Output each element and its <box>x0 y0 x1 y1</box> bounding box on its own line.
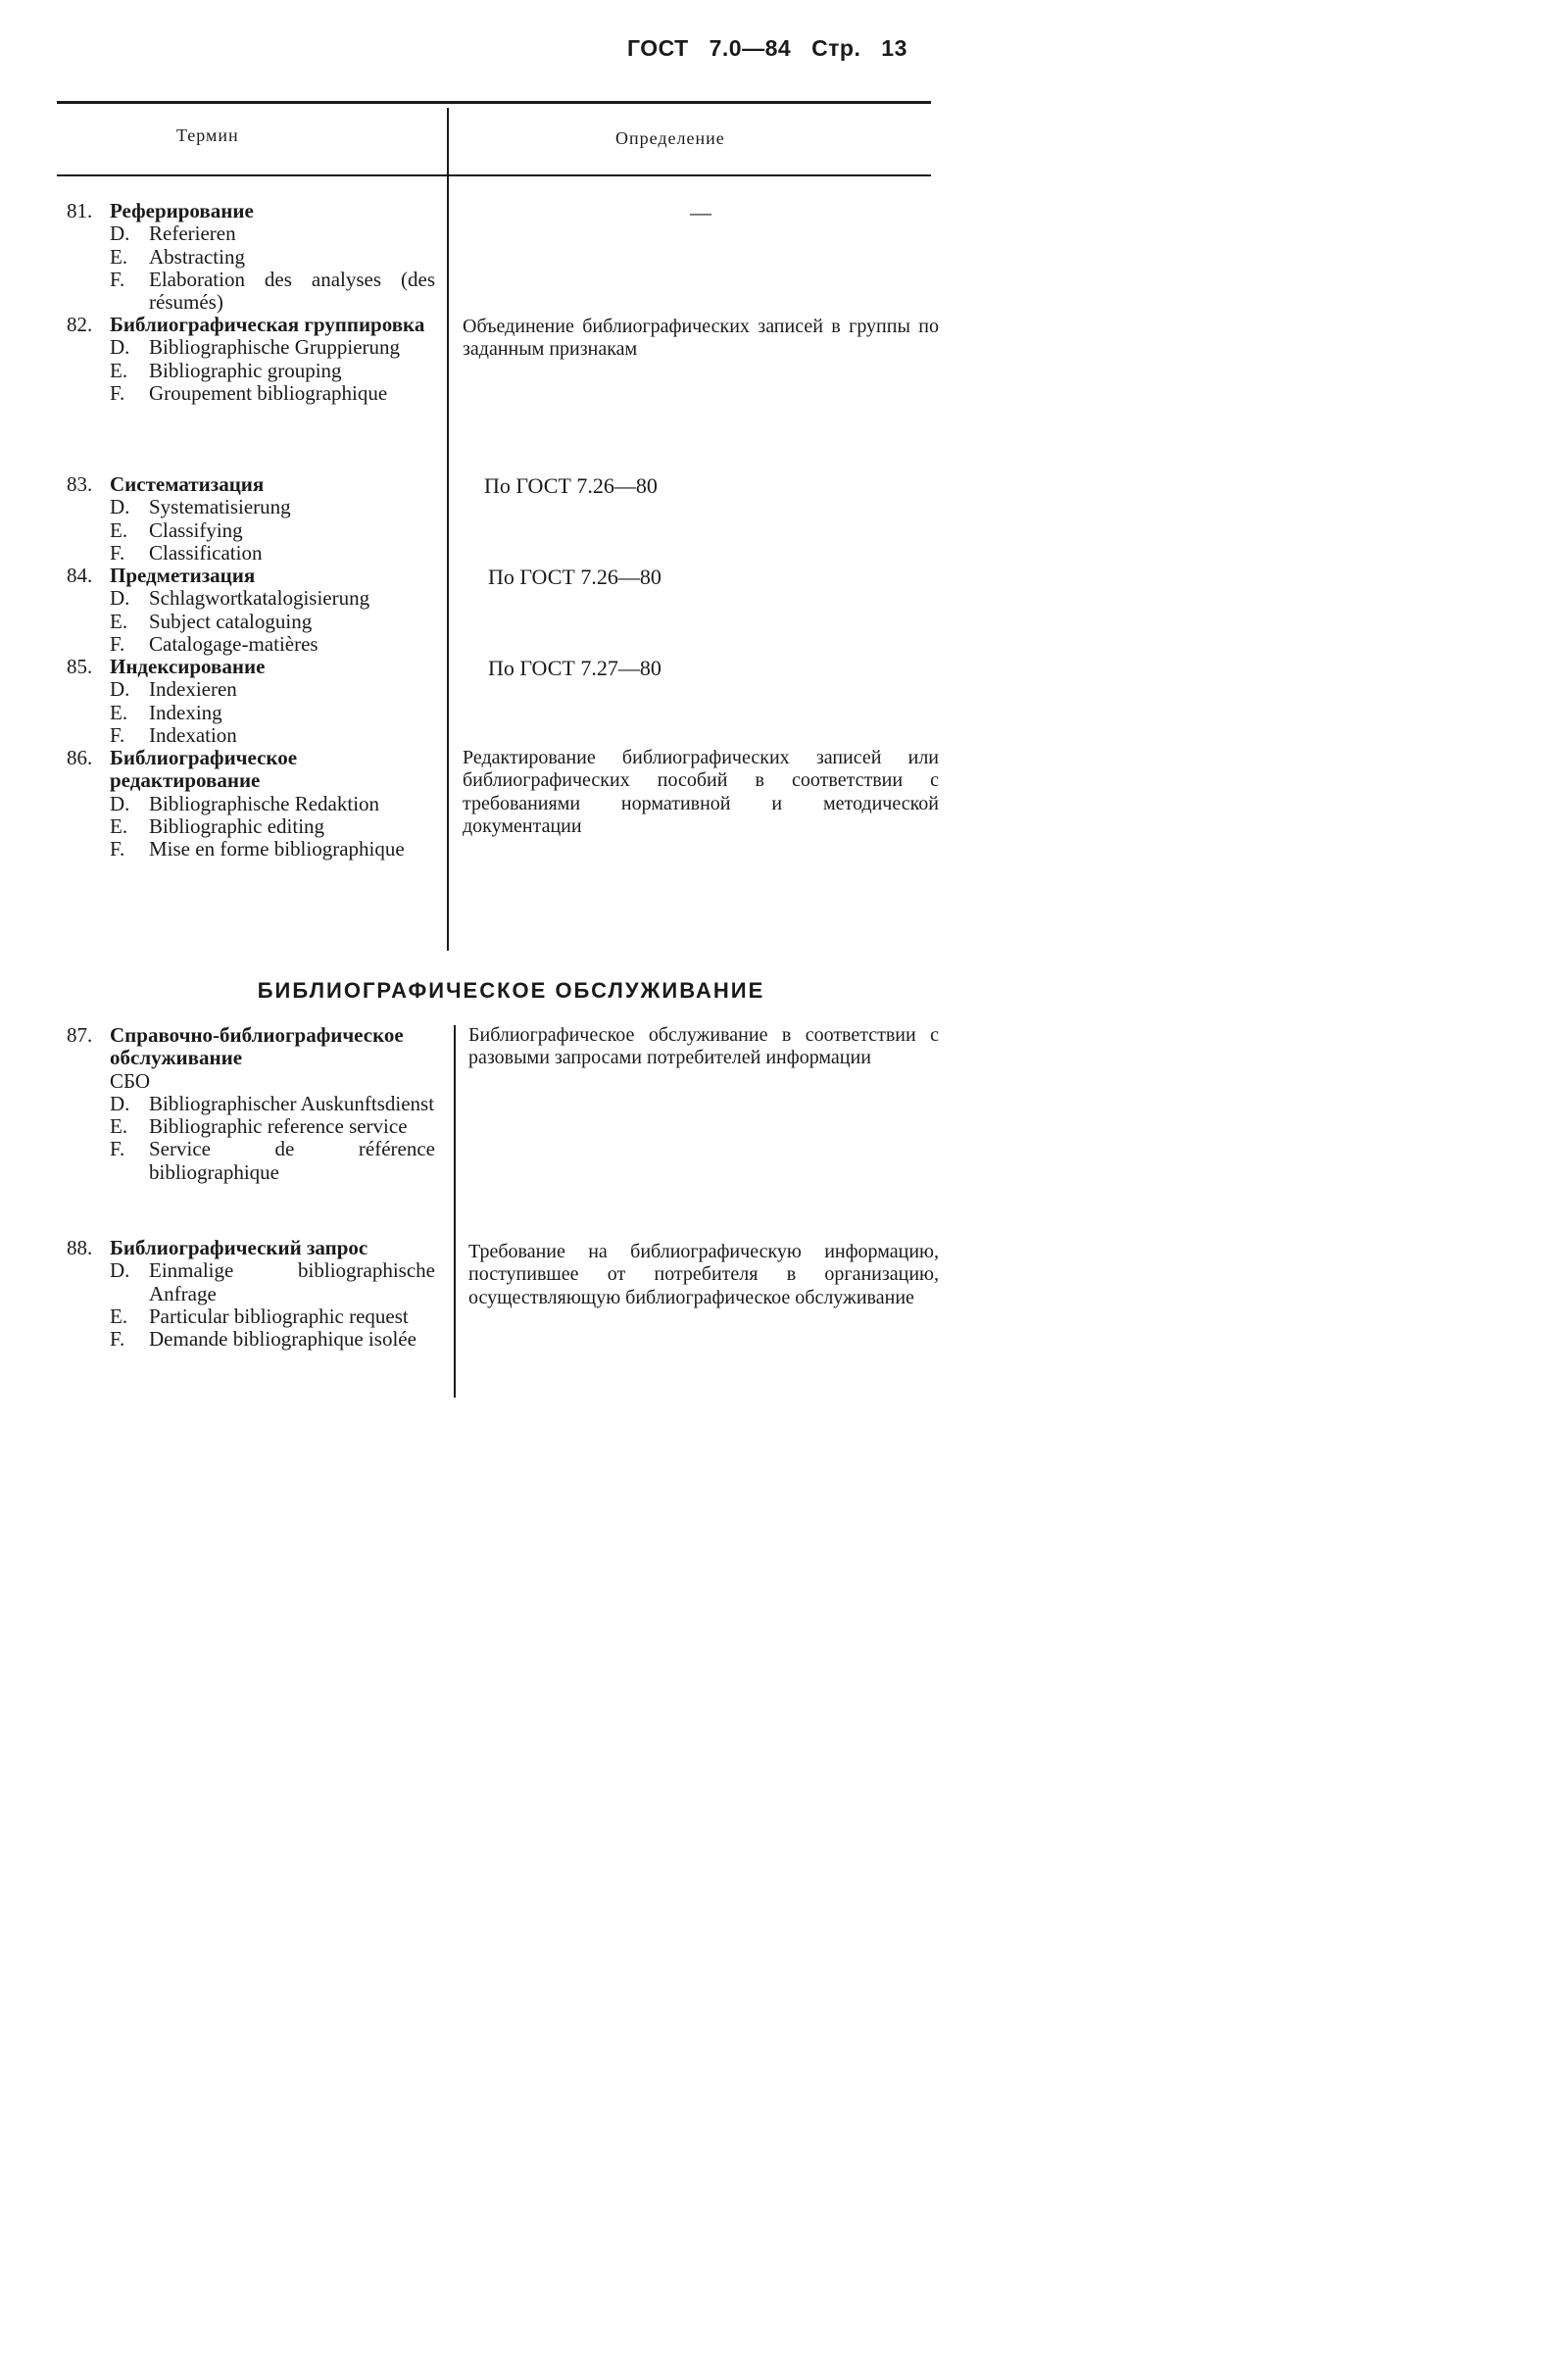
term-russian: Предметизация <box>110 564 256 587</box>
term-russian: Библиографический запрос <box>110 1236 368 1259</box>
term-russian: Библиографическая группировка <box>110 313 425 336</box>
translation-german: D. Systematisierung <box>110 495 291 519</box>
entry-number: 83. <box>67 472 93 496</box>
definition-86: Редактирование библиографических записей или библиографических пособий в соответствии с требованиями нормативной и методической документации <box>463 747 939 837</box>
translation-german: D. Schlagwortkatalogisierung <box>110 586 370 611</box>
term-russian: Систематизация <box>110 472 265 496</box>
term-entry-84 <box>57 565 435 656</box>
translation-english: E. Bibliographic reference service <box>110 1114 408 1139</box>
translation-english: E. Particular bibliographic request <box>110 1304 409 1328</box>
column-divider-top <box>447 108 449 951</box>
term-entry-81 <box>57 200 435 314</box>
translation-french: F. Catalogage-matières <box>110 631 318 656</box>
section-title: БИБЛИОГРАФИЧЕСКОЕ ОБСЛУЖИВАНИЕ <box>257 978 765 1003</box>
definition-83: По ГОСТ 7.26—80 <box>484 473 658 498</box>
definition-85: По ГОСТ 7.27—80 <box>488 656 662 680</box>
term-russian: Библиографическое редактирование <box>110 746 298 793</box>
page-header <box>627 35 921 62</box>
translation-german: D. Referieren <box>110 221 236 246</box>
translation-german: D. Bibliographische Redaktion <box>110 791 380 815</box>
definition-81: — <box>690 200 711 224</box>
term-entry-86 <box>57 747 435 861</box>
translation-german: D. Bibliographische Gruppierung <box>110 335 401 360</box>
definition-84: По ГОСТ 7.26—80 <box>488 565 662 589</box>
translation-english: E. Bibliographic editing <box>110 813 325 838</box>
definition-87: Библиографическое обслуживание в соответствии с разовыми запросами потребителей информации <box>468 1024 939 1069</box>
translation-german: D. Indexieren <box>110 677 237 702</box>
translation-english: E. Indexing <box>110 700 222 724</box>
translation-french: F. Demande bibliographique isolée <box>110 1327 416 1352</box>
translation-french: F. Elaboration des analyses (des résumés) <box>110 267 435 315</box>
entry-number: 88. <box>67 1236 93 1259</box>
table-head-rule <box>57 174 931 176</box>
term-entry-85 <box>57 656 435 747</box>
translation-english: E. Subject cataloguing <box>110 609 313 633</box>
term-russian: Справочно-библиографическое обслуживание <box>110 1023 404 1070</box>
term-russian: Индексирование <box>110 655 266 678</box>
table-top-rule <box>57 101 931 104</box>
term-abbreviation: СБО <box>110 1068 151 1093</box>
column-divider-bottom <box>454 1025 456 1398</box>
translation-french: F. Indexation <box>110 722 237 747</box>
entry-number: 82. <box>67 313 93 336</box>
translation-english: E. Bibliographic grouping <box>110 358 342 382</box>
translation-french: F. Mise en forme bibliographique <box>110 837 405 861</box>
page-number: 13 <box>881 35 907 61</box>
translation-english: E. Abstracting <box>110 244 245 269</box>
entry-number: 86. <box>67 746 93 769</box>
translation-french: F. Groupement bibliographique <box>110 380 388 405</box>
term-entry-88 <box>57 1237 435 1351</box>
translation-english: E. Classifying <box>110 517 243 542</box>
page-label: Стр. <box>811 35 861 61</box>
column-header-definition: Определение <box>615 128 725 148</box>
definition-88: Требование на библиографическую информацию, поступившее от потребителя в организацию, осуществляющую библиографическое обслуживание <box>468 1241 939 1308</box>
entry-number: 87. <box>67 1023 93 1047</box>
definition-82: Объединение библиографических записей в группы по заданным признакам <box>463 316 939 361</box>
entry-number: 81. <box>67 199 93 222</box>
entry-number: 85. <box>67 655 93 678</box>
column-header-term: Термин <box>176 125 239 145</box>
term-russian: Реферирование <box>110 199 254 222</box>
translation-french: F. Service de référence bibliographique <box>110 1137 435 1184</box>
term-entry-83 <box>57 473 435 565</box>
translation-german: D. Bibliographischer Auskunftsdienst <box>110 1091 435 1115</box>
entry-number: 84. <box>67 564 93 587</box>
translation-german: D. Einmalige bibliographische Anfrage <box>110 1258 435 1305</box>
term-entry-87 <box>57 1024 435 1184</box>
standard-code: 7.0—84 <box>709 35 792 61</box>
standard-label: ГОСТ <box>627 35 689 61</box>
translation-french: F. Classification <box>110 540 263 565</box>
term-entry-82 <box>57 314 435 405</box>
